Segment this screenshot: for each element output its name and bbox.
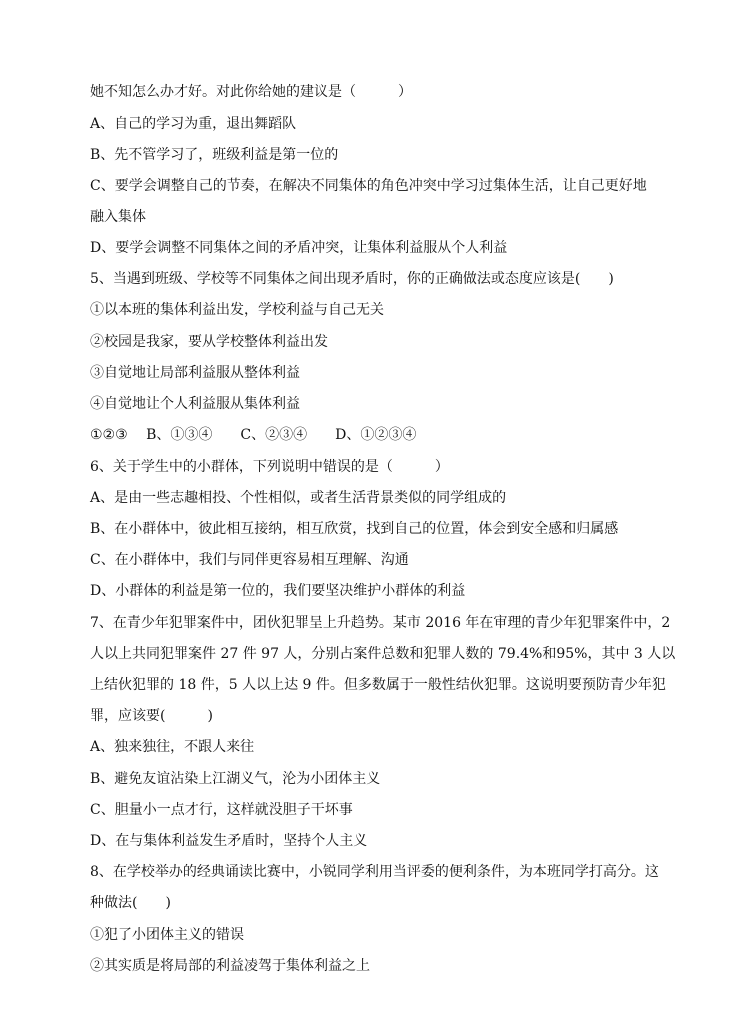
text-line: ②校园是我家，要从学校整体利益出发 (90, 334, 328, 350)
text-line: 7、在青少年犯罪案件中，团伙犯罪呈上升趋势。某市 2016 年在审理的青少年犯罪案件中，2 (90, 615, 671, 631)
text-line: 种做法( ) (90, 895, 171, 911)
text-line: 人以上共同犯罪案件 27 件 97 人，分别占案件总数和犯罪人数的 79.4%和95%，其中 3 人以 (90, 646, 676, 662)
text-line: ③自觉地让局部利益服从整体利益 (90, 365, 300, 381)
text-line: D、小群体的利益是第一位的，我们要坚决维护小群体的利益 (90, 583, 466, 599)
text-line: 6、关于学生中的小群体，下列说明中错误的是（ ） (90, 459, 449, 475)
text-line: C、要学会调整自己的节奏，在解决不同集体的角色冲突中学习过集体生活，让自己更好地 (90, 178, 647, 194)
text-line: 5、当遇到班级、学校等不同集体之间出现矛盾时，你的正确做法或态度应该是( ) (90, 271, 614, 287)
text-line: D、在与集体利益发生矛盾时，坚持个人主义 (90, 833, 368, 849)
text-line: B、在小群体中，彼此相互接纳，相互欣赏，找到自己的位置，体会到安全感和归属感 (90, 521, 619, 537)
text-line: B、先不管学习了，班级利益是第一位的 (90, 147, 339, 163)
text-line: 8、在学校举办的经典诵读比赛中，小锐同学利用当评委的便利条件，为本班同学打高分。这 (90, 864, 659, 880)
text-line: B、避免友谊沾染上江湖义气，沦为小团体主义 (90, 771, 381, 787)
text-line: ①犯了小团体主义的错误 (90, 927, 244, 943)
text-line: 融入集体 (90, 209, 146, 225)
text-line: A、自己的学习为重，退出舞蹈队 (90, 116, 297, 132)
text-line: 罪，应该要( ) (90, 708, 213, 724)
text-line: ①以本班的集体利益出发，学校利益与自己无关 (90, 302, 384, 318)
text-line: ④自觉地让个人利益服从集体利益 (90, 396, 300, 412)
text-line: 上结伙犯罪的 18 件，5 人以上达 9 件。但多数属于一般性结伙犯罪。这说明要预防青少年犯 (90, 677, 666, 693)
text-line: C、胆量小一点才行，这样就没胆子干坏事 (90, 802, 353, 818)
text-line: ①②③ B、①③④ C、②③④ D、①②③④ (90, 427, 417, 443)
text-line: D、要学会调整不同集体之间的矛盾冲突，让集体利益服从个人利益 (90, 240, 508, 256)
text-line: A、独来独往，不跟人来往 (90, 739, 255, 755)
text-line: C、在小群体中，我们与同伴更容易相互理解、沟通 (90, 552, 409, 568)
text-line: ②其实质是将局部的利益凌驾于集体利益之上 (90, 958, 370, 974)
text-line: A、是由一些志趣相投、个性相似，或者生活背景类似的同学组成的 (90, 490, 507, 506)
text-line: 她不知怎么办才好。对此你给她的建议是（ ） (90, 84, 412, 100)
